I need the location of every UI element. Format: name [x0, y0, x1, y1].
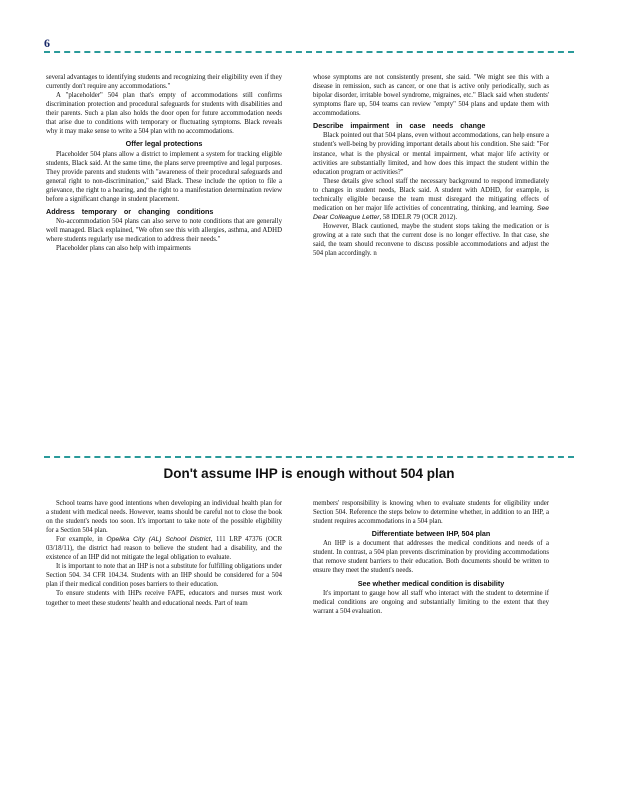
middle-divider — [44, 456, 574, 458]
paragraph: It's important to gauge how all staff who interact with the student to determine if medical conditions are ongoing and substantially limiting to the extent that they warrant a 504 evaluation. — [313, 589, 549, 615]
text-run: , 111 LRP 47376 (OCR 03/18/11), the district had reason to believe the student had a disability, and the existence of an IHP did not mitigate the legal obligation to evaluate. — [46, 536, 282, 562]
paragraph: A "placeholder" 504 plan that's empty of accommodations still confirms discrimination protection and procedural safeguards for students with disabilities and their parents. Such a plan also holds the door open for future accommodation needs that arise due to conditions with temporary or fluctuating symptoms. Black reveals why it may make sense to write a 504 plan with no accommodations. — [46, 92, 282, 136]
paragraph: No-accommodation 504 plans can also serve to note conditions that are generally well managed. Black explained, "We often see this with allergies, asthma, and ADHD where students regularly use medication to address their needs." — [46, 218, 282, 244]
paragraph — [313, 177, 549, 222]
subheading: Offer legal protections — [125, 139, 203, 149]
subheading: Describe impairment in case needs change — [313, 121, 486, 131]
bottom-right-column — [313, 499, 549, 616]
paragraph: whose symptoms are not consistently present, she said. "We might see this with a disease in remission, such as cancer, or one that is active only periodically, such as bipolar disorder, irritable bowel syndrome, migraines, etc." Black said when students' symptoms flare up, 504 teams can review "empty" 504 plans and update them with accommodations. — [313, 74, 549, 118]
text-run: , 58 IDELR 79 (OCR 2012). — [379, 213, 458, 221]
paragraph: several advantages to identifying students and recognizing their eligibility even if they currently don't require any accommodations." — [46, 74, 282, 91]
section-title: Don't assume IHP is enough without 504 plan — [163, 466, 455, 481]
paragraph: However, Black cautioned, maybe the student stops taking the medication or is growing at a rate such that the current dose is no longer effective. In that case, she said, the team should reconvene to discuss possible accommodations and adjust the 504 plan accordingly. n — [313, 222, 549, 258]
bottom-left-column — [46, 499, 282, 608]
text-run: These details give school staff the necessary background to respond immediately to changes in student needs, Black said. A student with ADHD, for example, is technically eligible because the team must disregard the mitigating effects of medication on her major life activities of concentrating, thinking, and learning. — [313, 177, 549, 212]
text-run: For example, in — [56, 536, 103, 544]
paragraph: School teams have good intentions when developing an individual health plan for a student with medical needs. However, teams should be careful not to close the book on the student's needs too soon. It's important to take note of the possible eligibility for a Section 504 plan. — [46, 500, 282, 535]
paragraph: An IHP is a document that addresses the medical conditions and needs of a student. In contrast, a 504 plan prevents discrimination by providing accommodations that remove student barriers to their education. Both documents should be written to ensure they meet the student's needs. — [313, 540, 549, 575]
subheading: Address temporary or changing conditions — [46, 206, 214, 216]
paragraph: members' responsibility is knowing when to evaluate students for eligibility under Section 504. Reference the steps below to determine whether, in addition to an IHP, a student requires accommodations in a 504 plan. — [313, 500, 549, 526]
paragraph: To ensure students with IHPs receive FAPE, educators and nurses must work together to meet these students' health and educational needs. Part of team — [46, 590, 282, 607]
paragraph: Placeholder plans can also help with impairments — [56, 245, 191, 253]
paragraph: Black pointed out that 504 plans, even without accommodations, can help ensure a student's well-being by providing important details about his condition. She said: "For instance, what is the physical or mental impairment, what major life activity or activities are substantially limited, and how does this impact the student within the education program or activities?" — [313, 132, 549, 176]
top-right-column — [313, 73, 549, 258]
case-citation: See Dear Colleague Letter — [313, 204, 549, 221]
paragraph — [46, 535, 282, 562]
page-number: 6 — [44, 36, 50, 50]
paragraph: Placeholder 504 plans allow a district to implement a system for tracking eligible students, Black said. At the same time, the plans serve preemptive and legal purposes. They provide parents and students with "awareness of their procedural safeguards and general right to non-discrimination," said Black. These include the option to file a grievance, the right to a hearing, and the right to a manifestation determination review before a significant change in student placement. — [46, 150, 282, 203]
subheading: Differentiate between IHP, 504 plan — [371, 529, 491, 539]
paragraph: It is important to note that an IHP is not a substitute for fulfilling obligations under Section 504. 34 CFR 104.34. Students with an IHP should be considered for a 504 plan if their medical condition poses barriers to their education. — [46, 563, 282, 589]
subheading: See whether medical condition is disability — [357, 578, 505, 588]
top-left-column — [46, 73, 282, 253]
top-divider — [44, 51, 574, 53]
case-citation: Opelika City (AL) School District — [106, 536, 211, 544]
